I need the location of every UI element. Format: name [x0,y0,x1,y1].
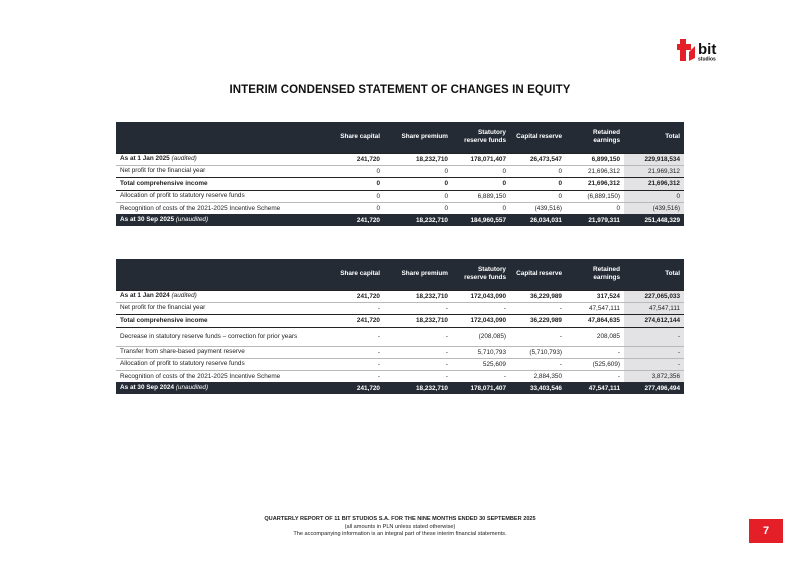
page-footer [260,516,540,539]
logo-red-mark-icon [677,39,695,61]
header-total: Total [624,259,684,290]
cell-share-capital: 241,720 [324,314,384,327]
cell-share-capital: - [324,302,384,314]
cell-capital-reserve: 2,884,350 [510,370,566,382]
cell-share-premium: - [384,327,452,346]
cell-retained-earnings: 21,979,311 [566,214,624,226]
row-label: Total comprehensive income [116,177,324,190]
audit-note: (audited) [171,292,197,300]
row-transfer-share-based [116,346,684,358]
header-share-premium: Share premium [384,122,452,153]
header-retained-earnings: Retained earnings [566,122,624,153]
company-logo [677,38,757,62]
info-note: The accompanying information is an integral part of these interim financial statements. [293,531,507,538]
header-retained-earnings: Retained earnings [566,259,624,290]
header-total: Total [624,122,684,153]
cell-share-premium: - [384,302,452,314]
cell-capital-reserve: 36,229,989 [510,290,566,302]
cell-total: - [624,346,684,358]
row-label [116,382,324,394]
cell-capital-reserve: 33,403,546 [510,382,566,394]
header-capital-reserve: Capital reserve [510,259,566,290]
row-label: Net profit for the financial year [116,302,324,314]
row-label: Recognition of costs of the 2021-2025 Incentive Scheme [116,370,324,382]
cell-capital-reserve: 36,229,989 [510,314,566,327]
row-opening-balance [116,290,684,302]
audit-note: (audited) [171,155,197,163]
row-total-comprehensive-income [116,314,684,327]
cell-total: 3,872,356 [624,370,684,382]
row-label: Allocation of profit to statutory reserve funds [116,358,324,370]
row-net-profit [116,302,684,314]
cell-capital-reserve: - [510,327,566,346]
cell-share-capital: 0 [324,202,384,214]
cell-share-capital: - [324,358,384,370]
row-decrease-statutory-reserve [116,327,684,346]
cell-statutory-reserve: 0 [452,177,510,190]
header-share-capital: Share capital [324,259,384,290]
label-text: As at 30 Sep 2024 [120,384,174,392]
equity-table-2025 [116,122,684,226]
cell-total: 0 [624,190,684,202]
cell-total: 47,547,111 [624,302,684,314]
header-statutory-reserve: Statutory reserve funds [452,122,510,153]
cell-capital-reserve: (439,516) [510,202,566,214]
cell-share-premium: - [384,346,452,358]
audit-note: (unaudited) [175,384,209,392]
cell-statutory-reserve: 184,960,557 [452,214,510,226]
cell-share-premium: 18,232,710 [384,290,452,302]
row-label: Net profit for the financial year [116,165,324,177]
row-label [116,153,324,165]
row-allocation-statutory [116,358,684,370]
row-label [116,290,324,302]
header-statutory-reserve: Statutory reserve funds [452,259,510,290]
row-opening-balance [116,153,684,165]
cell-retained-earnings: - [566,370,624,382]
row-closing-balance [116,214,684,226]
cell-statutory-reserve: 5,710,793 [452,346,510,358]
cell-retained-earnings: 208,085 [566,327,624,346]
cell-share-capital: 241,720 [324,290,384,302]
cell-total: 229,918,534 [624,153,684,165]
cell-share-premium: 18,232,710 [384,214,452,226]
cell-statutory-reserve: 178,071,407 [452,382,510,394]
cell-share-premium: 18,232,710 [384,382,452,394]
row-label: Decrease in statutory reserve funds – correction for prior years [116,327,324,346]
cell-share-capital: 0 [324,177,384,190]
amounts-note: (all amounts in PLN unless stated otherwise) [344,523,456,530]
cell-share-capital: 241,720 [324,214,384,226]
logo-text: bit [698,41,717,58]
report-title: QUARTERLY REPORT OF 11 BIT STUDIOS S.A. FOR THE NINE MONTHS ENDED 30 SEPTEMBER 2025 [264,516,536,522]
row-incentive-scheme [116,370,684,382]
cell-statutory-reserve: 6,889,150 [452,190,510,202]
cell-total: 21,696,312 [624,177,684,190]
row-incentive-scheme [116,202,684,214]
logo-subtext: studios [698,56,716,62]
cell-share-capital: 241,720 [324,382,384,394]
header-blank [116,259,324,290]
header-blank [116,122,324,153]
page-title: INTERIM CONDENSED STATEMENT OF CHANGES IN EQUITY [229,84,571,96]
cell-share-premium: - [384,370,452,382]
cell-retained-earnings: 47,864,635 [566,314,624,327]
cell-capital-reserve: 26,034,031 [510,214,566,226]
cell-retained-earnings: (6,889,150) [566,190,624,202]
cell-retained-earnings: 47,547,111 [566,302,624,314]
cell-share-capital: - [324,370,384,382]
cell-share-premium: 0 [384,177,452,190]
audit-note: (unaudited) [175,216,209,224]
row-label: Transfer from share-based payment reserve [116,346,324,358]
cell-retained-earnings: 47,547,111 [566,382,624,394]
cell-statutory-reserve: 525,609 [452,358,510,370]
header-share-capital: Share capital [324,122,384,153]
cell-total: 251,448,329 [624,214,684,226]
table-header-row [116,122,684,153]
cell-statutory-reserve: - [452,370,510,382]
row-label: Recognition of costs of the 2021-2025 Incentive Scheme [116,202,324,214]
cell-statutory-reserve: 0 [452,202,510,214]
cell-share-capital: - [324,327,384,346]
cell-total: 21,969,312 [624,165,684,177]
cell-capital-reserve: 26,473,547 [510,153,566,165]
cell-statutory-reserve: - [452,302,510,314]
cell-statutory-reserve: 172,043,090 [452,314,510,327]
table-header-row [116,259,684,290]
page-number-badge [749,519,783,543]
header-share-premium: Share premium [384,259,452,290]
cell-statutory-reserve: 0 [452,165,510,177]
cell-retained-earnings: 317,524 [566,290,624,302]
row-total-comprehensive-income [116,177,684,190]
cell-retained-earnings: 0 [566,202,624,214]
cell-share-premium: 0 [384,190,452,202]
cell-retained-earnings: 21,696,312 [566,165,624,177]
label-text: As at 30 Sep 2025 [120,216,174,224]
cell-retained-earnings: 21,696,312 [566,177,624,190]
cell-statutory-reserve: 172,043,090 [452,290,510,302]
cell-total: 277,496,494 [624,382,684,394]
cell-total: 274,612,144 [624,314,684,327]
cell-statutory-reserve: 178,071,407 [452,153,510,165]
cell-statutory-reserve: (208,085) [452,327,510,346]
cell-total: (439,516) [624,202,684,214]
cell-capital-reserve: 0 [510,190,566,202]
cell-total: - [624,327,684,346]
cell-share-capital: 241,720 [324,153,384,165]
cell-capital-reserve: 0 [510,177,566,190]
row-allocation-statutory [116,190,684,202]
cell-total: - [624,358,684,370]
cell-share-premium: - [384,358,452,370]
row-label: Total comprehensive income [116,314,324,327]
cell-retained-earnings: - [566,346,624,358]
header-capital-reserve: Capital reserve [510,122,566,153]
cell-share-capital: 0 [324,190,384,202]
cell-retained-earnings: (525,609) [566,358,624,370]
row-label: Allocation of profit to statutory reserve funds [116,190,324,202]
cell-capital-reserve: - [510,302,566,314]
cell-share-premium: 18,232,710 [384,153,452,165]
row-net-profit [116,165,684,177]
equity-table-2024 [116,259,684,394]
cell-total: 227,065,033 [624,290,684,302]
cell-capital-reserve: 0 [510,165,566,177]
cell-share-capital: - [324,346,384,358]
cell-share-premium: 0 [384,202,452,214]
cell-share-premium: 0 [384,165,452,177]
cell-capital-reserve: - [510,358,566,370]
label-text: As at 1 Jan 2024 [120,292,170,300]
label-text: As at 1 Jan 2025 [120,155,170,163]
row-closing-balance [116,382,684,394]
cell-capital-reserve: (5,710,793) [510,346,566,358]
page-number: 7 [762,525,770,537]
cell-retained-earnings: 6,899,150 [566,153,624,165]
cell-share-premium: 18,232,710 [384,314,452,327]
cell-share-capital: 0 [324,165,384,177]
row-label [116,214,324,226]
